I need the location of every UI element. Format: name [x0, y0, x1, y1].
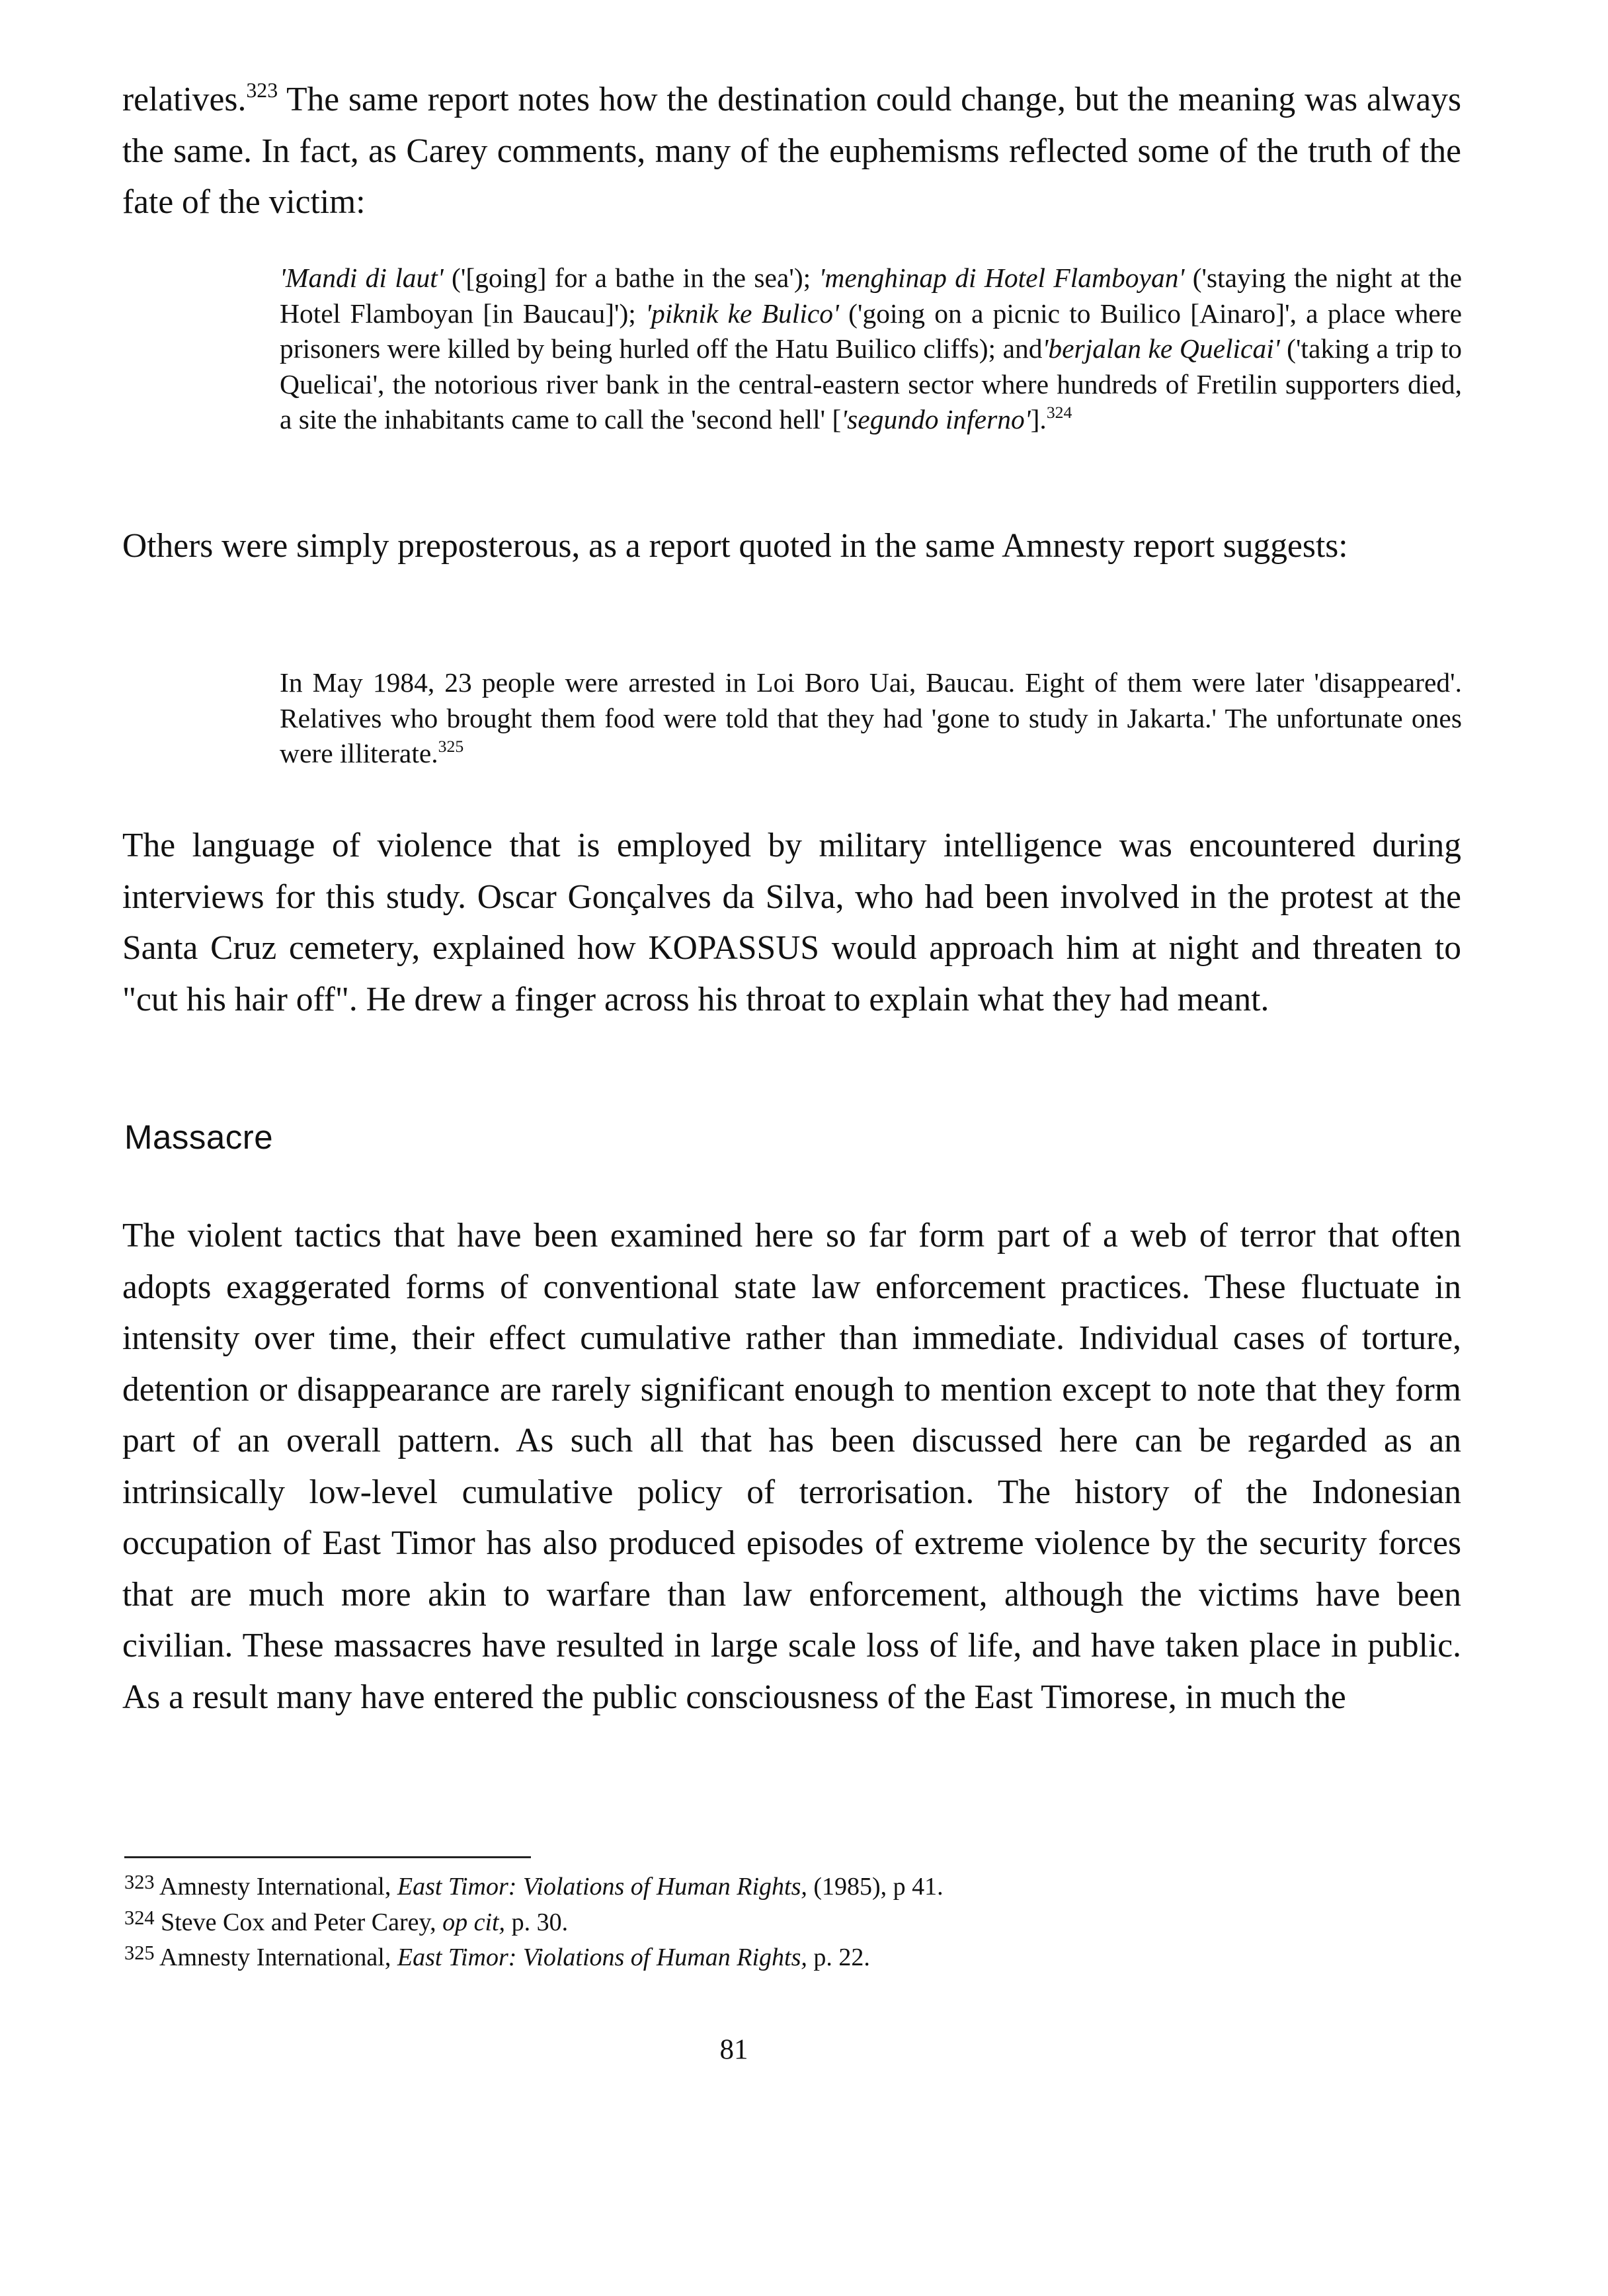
footnote-ref-325: 325: [438, 737, 464, 757]
body-paragraph-preposterous: Others were simply preposterous, as a report quoted in the same Amnesty report suggests:: [122, 527, 1348, 565]
footnote-ref-324: 324: [1046, 403, 1072, 423]
block-quote-euphemisms: 'Mandi di laut' ('[going] for a bathe in the sea'); 'menghinap di Hotel Flamboyan' ('staying the night at the Hotel Flamboyan [in Baucau]'); 'piknik ke Bulico' ('going on a picnic to Builico [Ainaro]', a place where prisoners were killed by being hurled off the Hatu Builico cliffs); and'berjalan ke Quelicai' ('taking a trip to Quelicai', the notorious river bank in the central-eastern sector where hundreds of Fretilin supporters died, a site the inhabitants came to call the 'second hell' ['segundo inferno'].$^{324}$: [280, 263, 1463, 434]
body-paragraph-massacre: The violent tactics that have been examined here so far form part of a web of terror that often adopts exaggerated forms of conventional state law enforcement practices. These fluctuate in intensity over time, their effect cumulative rather than immediate. Individual cases of torture, detention or disappearance are rarely significant enough to mention except to note that they form part of an overall pattern. As such all that has been discussed here can be regarded as an intrinsically low-level cumulative policy of terrorisation. The history of the Indonesian occupation of East Timor has also produced episodes of extreme violence by the security forces that are much more akin to warfare than law enforcement, although the victims have been civilian. These massacres have resulted in large scale loss of life, and have taken place in public. As a result many have entered the public consciousness of the East Timorese, in much the: [122, 1217, 1461, 1716]
body-paragraph-relatives: relatives.$^{323}$ The same report notes how the destination could change, but the meaning was always the same. In fact, as Carey comments, many of the euphemisms reflected some of the truth of the fate of the victim:: [122, 79, 1461, 221]
footnote-323: $^{323}$ Amnesty International, East Timor: Violations of Human Rights, (1985), p 41.: [124, 1870, 944, 1901]
body-paragraph-language-of-violence: The language of violence that is employed by military intelligence was encountered during interviews for this study. Oscar Gonçalves da Silva, who had been involved in the protest at the Santa Cruz cemetery, explained how KOPASSUS would approach him at night and threaten to "cut his hair off". He drew a finger across his throat to explain what they had meant.: [122, 827, 1461, 1018]
block-quote-baucau: In May 1984, 23 people were arrested in Loi Boro Uai, Baucau. Eight of them were later 'disappeared'. Relatives who brought them food were told that they had 'gone to study in Jakarta.' The unfortunate ones were illiterate.$^{325}$: [280, 667, 1462, 768]
section-heading-massacre: Massacre: [124, 1118, 274, 1156]
footnote-divider: [124, 1856, 531, 1858]
page-number: 81: [719, 2034, 748, 2065]
footnote-325: $^{325}$ Amnesty International, East Timor: Violations of Human Rights, p. 22.: [124, 1941, 870, 1971]
footnote-324: $^{324}$ Steve Cox and Peter Carey, op cit, p. 30.: [124, 1906, 569, 1936]
footnote-ref-323: 323: [246, 79, 278, 102]
